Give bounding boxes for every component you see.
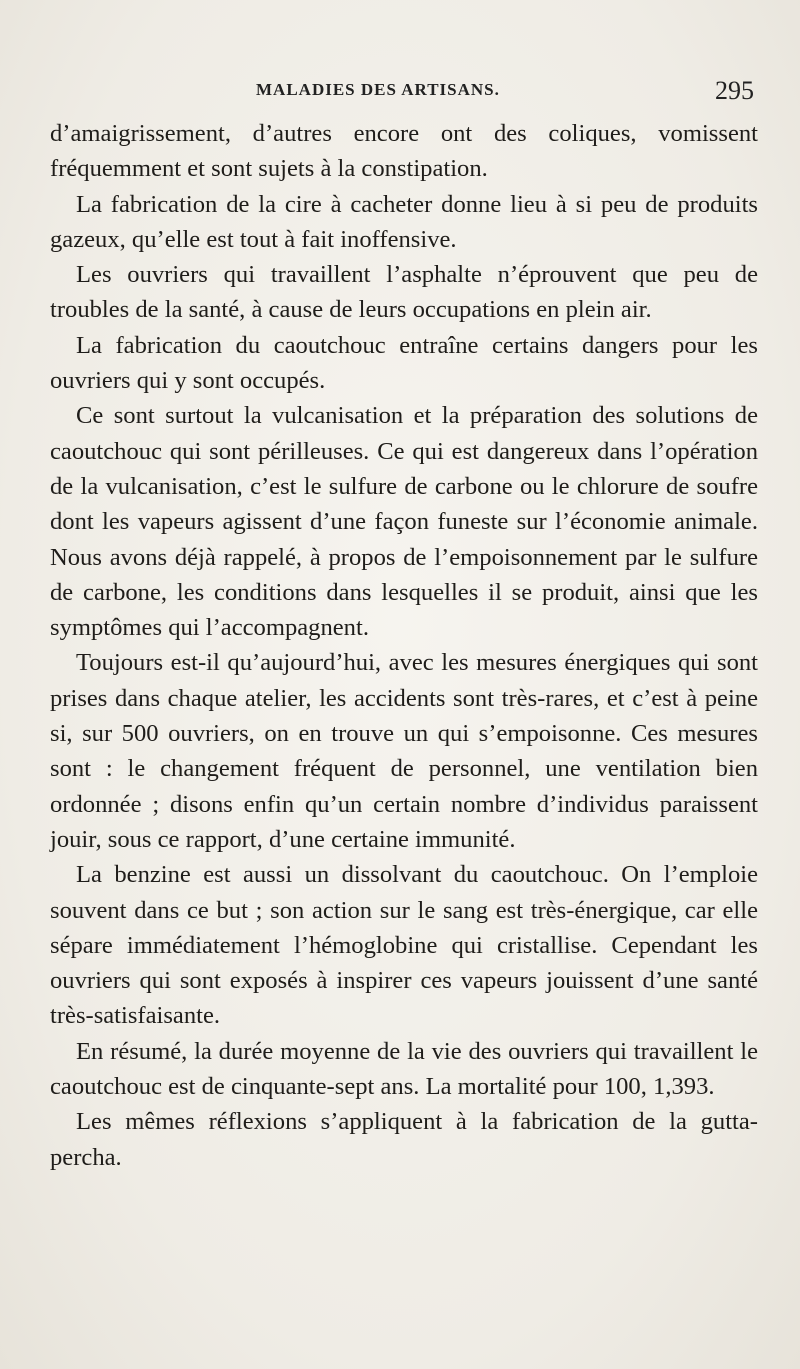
page-body bbox=[50, 116, 758, 1175]
paragraph-caoutchouc: La fabrication du caoutchouc entraîne certains dangers pour les ouvriers qui y sont occupés. bbox=[50, 331, 758, 395]
paragraph-vulcanisation: Ce sont surtout la vulcanisation et la préparation des solutions de caoutchouc qui sont périlleuses. Ce qui est dangereux dans l’opération de la vulcanisation, c’est le sulfure de carbone ou le chlorure de soufre dont les vapeurs agissent d’une façon funeste sur l’économie animale. Nous avons déjà rappelé, à propos de l’empoisonnement par le sulfure de carbone, les conditions dans lesquelles il se produit, ainsi que les symptômes qui l’accompagnent. bbox=[50, 402, 758, 642]
paragraph-mesures: Toujours est-il qu’aujourd’hui, avec les mesures énergiques qui sont prises dans chaque atelier, les accidents sont très-rares, et c’est à peine si, sur 500 ouvriers, on en trouve un qui s’empoisonne. Ces mesures sont : le changement fréquent de personnel, une ventilation bien ordonnée ; disons enfin qu’un certain nombre d’individus paraissent jouir, sous ce rapport, d’une certaine immunité. bbox=[50, 649, 758, 853]
paragraph-resume: En résumé, la durée moyenne de la vie des ouvriers qui travaillent le caoutchouc est de cinquante-sept ans. La mortalité pour 100, 1,393. bbox=[50, 1037, 758, 1101]
paragraph-benzine: La benzine est aussi un dissolvant du caoutchouc. On l’emploie souvent dans ce but ; son action sur le sang est très-énergique, car elle sépare immédiatement l’hémoglobine qui cristallise. Cependant les ouvriers qui sont exposés à inspirer ces vapeurs jouissent d’une santé très-satisfaisante. bbox=[50, 861, 758, 1030]
page-header bbox=[50, 76, 760, 110]
paragraph-continuation: d’amaigrissement, d’autres encore ont des coliques, vomissent fréquemment et sont sujets à la constipation. bbox=[50, 120, 758, 183]
page-number: 295 bbox=[715, 76, 754, 105]
running-title: MALADIES DES ARTISANS. bbox=[256, 80, 500, 99]
paragraph-cire: La fabrication de la cire à cacheter donne lieu à si peu de produits gazeux, qu’elle est tout à fait inoffensive. bbox=[50, 190, 758, 253]
paragraph-asphalte: Les ouvriers qui travaillent l’asphalte n’éprouvent que peu de troubles de la santé, à cause de leurs occupations en plein air. bbox=[50, 261, 758, 324]
paragraph-gutta-percha: Les mêmes réflexions s’appliquent à la fabrication de la gutta-percha. bbox=[50, 1108, 758, 1171]
